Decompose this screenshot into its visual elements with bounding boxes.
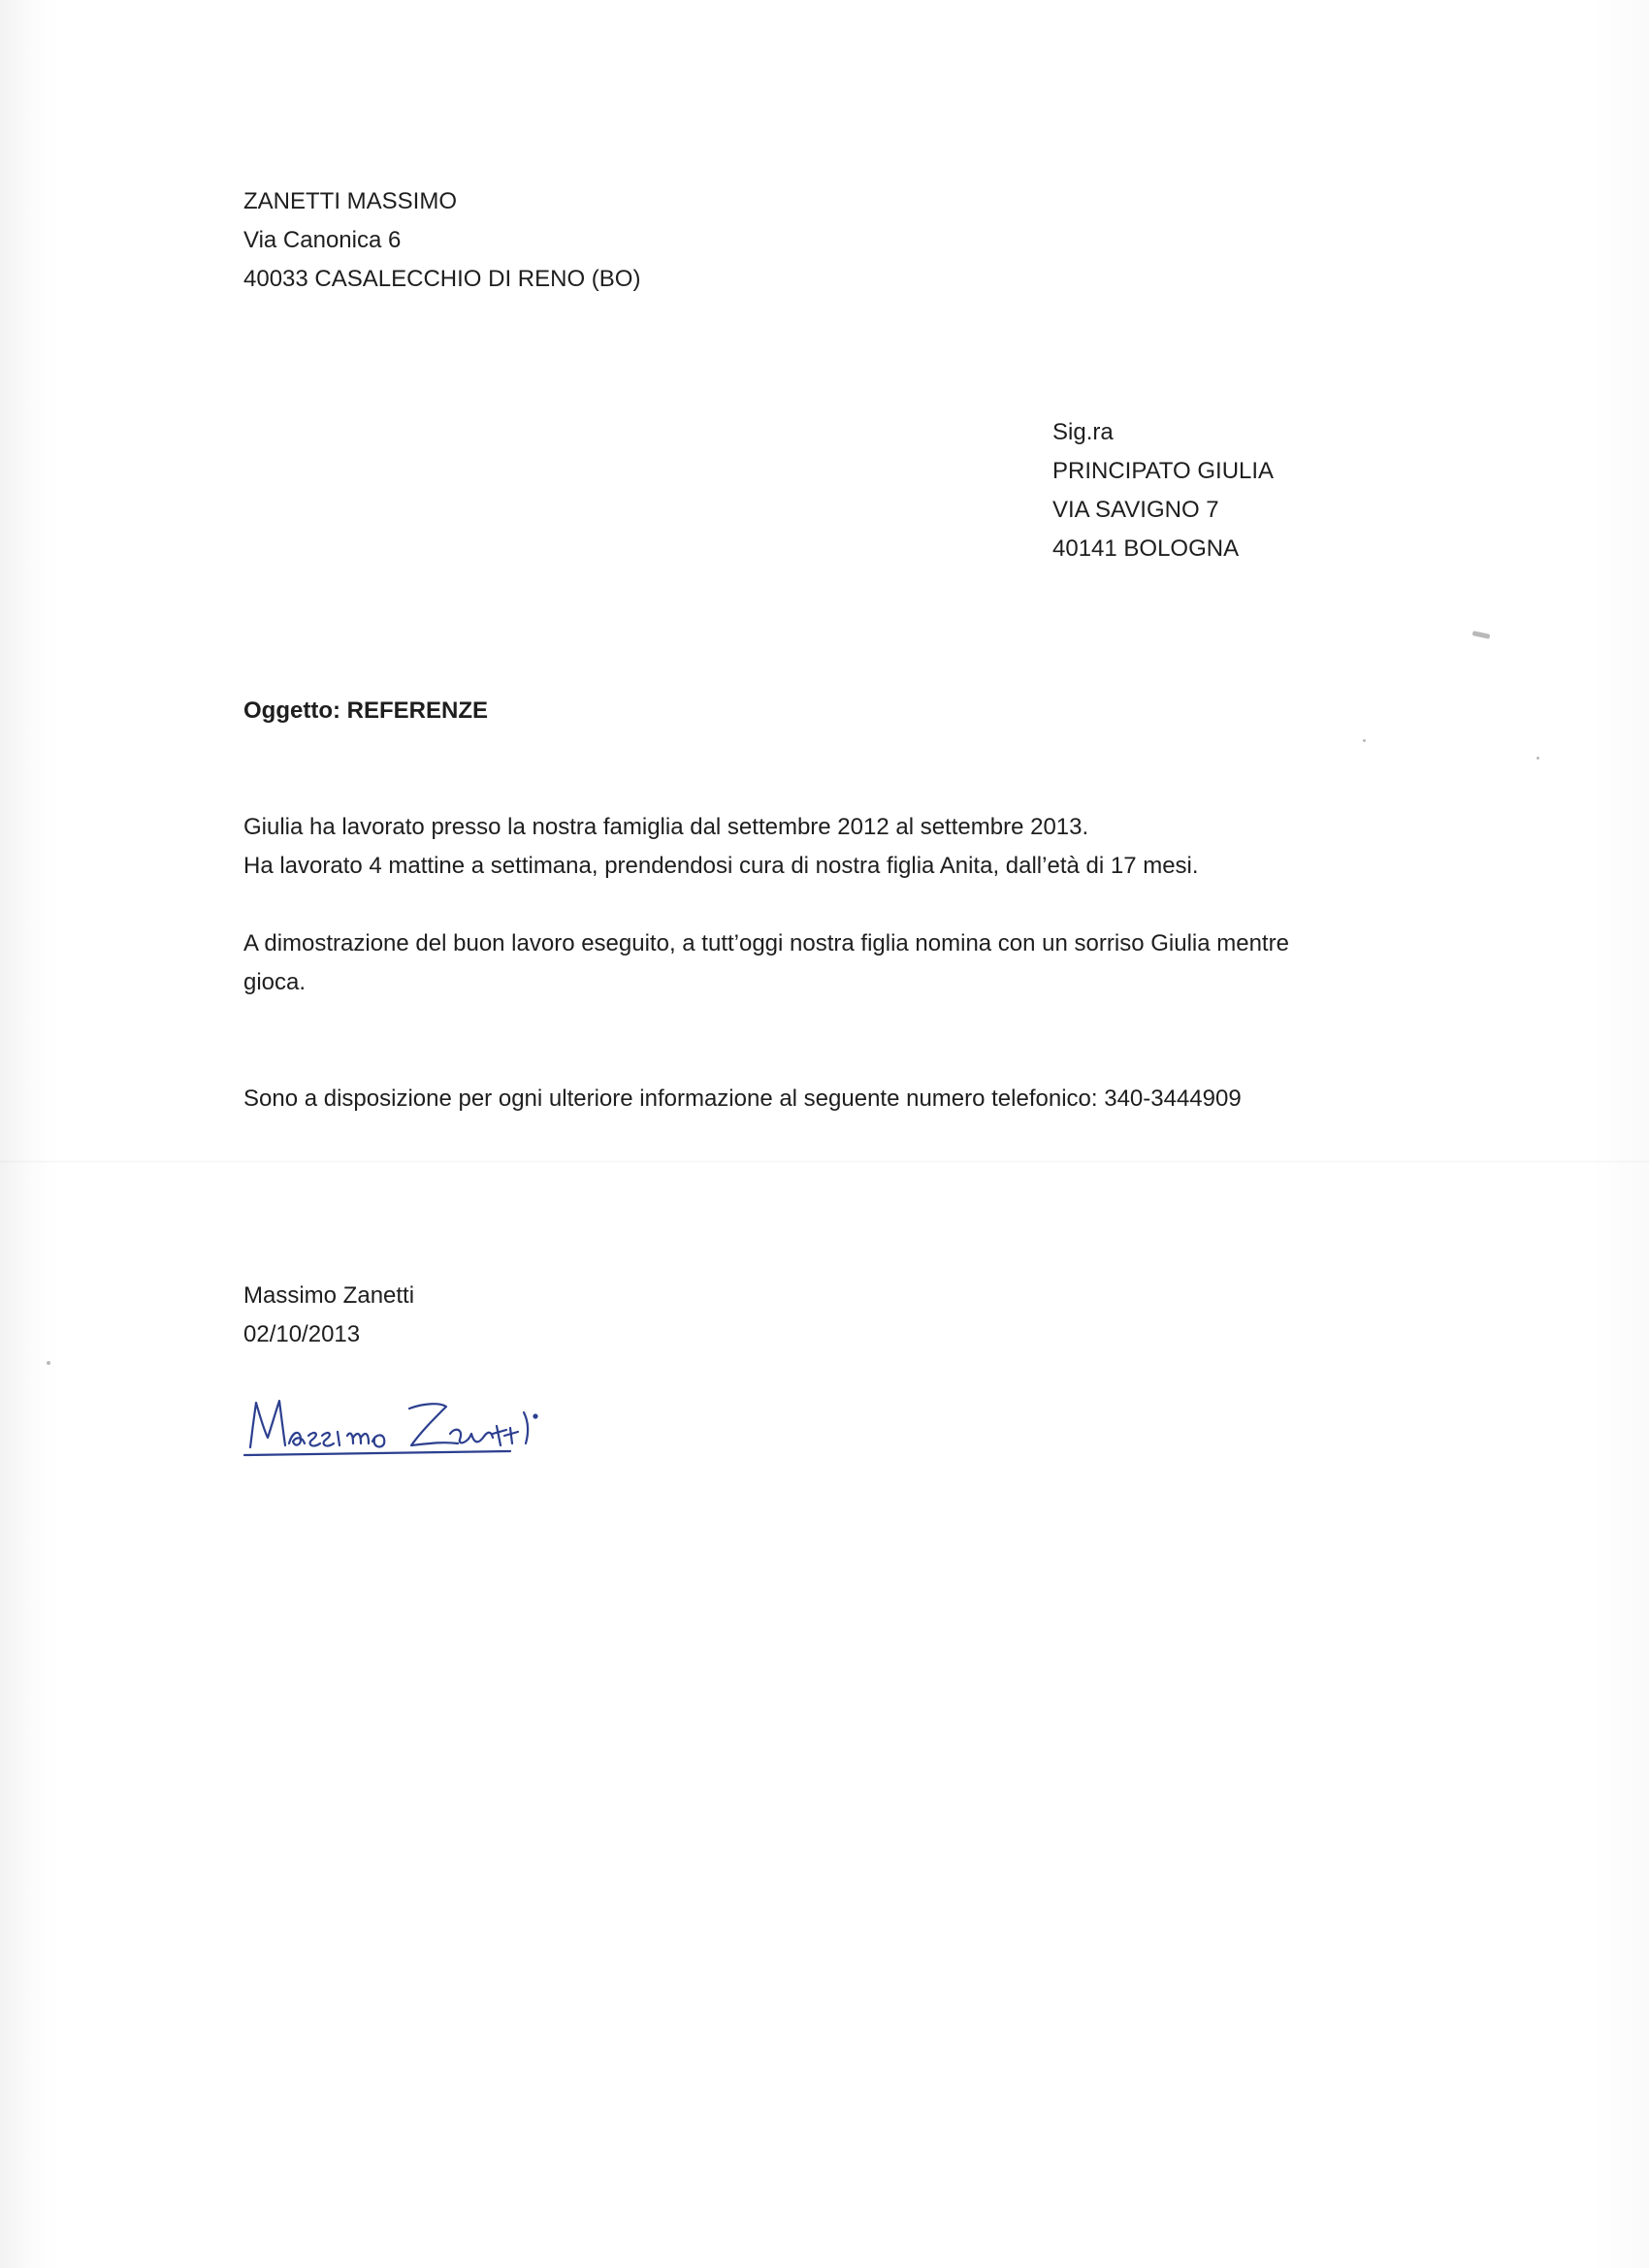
paper-speck (1472, 631, 1491, 639)
paper-speck (1363, 739, 1366, 742)
body-line: Ha lavorato 4 mattine a settimana, prendendosi cura di nostra figlia Anita, dall’età di 17 mesi. (243, 853, 1199, 879)
body-paragraph-3 (243, 1080, 1242, 1118)
body-paragraph-2 (243, 924, 1289, 1002)
body-line: Giulia ha lavorato presso la nostra famiglia dal settembre 2012 al settembre 2013. (243, 814, 1089, 840)
recipient-street: VIA SAVIGNO 7 (1052, 497, 1219, 523)
closing-block (243, 1277, 414, 1354)
body-paragraph-1 (243, 808, 1199, 886)
recipient-salutation: Sig.ra (1052, 419, 1114, 445)
sender-city: 40033 CASALECCHIO DI RENO (BO) (243, 266, 641, 292)
closing-name: Massimo Zanetti (243, 1282, 415, 1309)
body-line: gioca. (243, 969, 307, 995)
paper-speck (47, 1361, 50, 1365)
subject-line: Oggetto: REFERENZE (243, 697, 488, 724)
paper-speck (1536, 757, 1539, 760)
sender-name: ZANETTI MASSIMO (243, 188, 458, 214)
paper-fold (0, 1160, 1649, 1163)
recipient-city: 40141 BOLOGNA (1052, 535, 1240, 562)
recipient-name: PRINCIPATO GIULIA (1052, 458, 1275, 484)
closing-date: 02/10/2013 (243, 1321, 361, 1347)
handwritten-signature (242, 1387, 563, 1465)
sender-street: Via Canonica 6 (243, 227, 402, 253)
body-line: Sono a disposizione per ogni ulteriore informazione al seguente numero telefonico: 340-3444909 (243, 1085, 1242, 1112)
recipient-address (1052, 413, 1274, 568)
sender-address (243, 182, 640, 299)
body-line: A dimostrazione del buon lavoro eseguito, a tutt’oggi nostra figlia nomina con un sorriso Giulia mentre (243, 930, 1289, 956)
